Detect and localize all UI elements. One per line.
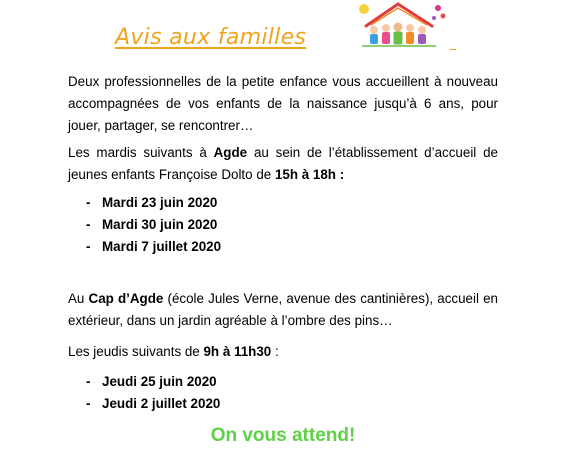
children-house-drawing [352, 0, 448, 48]
tuesday-dates-list [86, 192, 221, 258]
list-item: - Mardi 7 juillet 2020 [86, 239, 222, 254]
title-underline-tail [450, 48, 456, 50]
thursday-intro: Les jeudis suivants de 9h à 11h30 : [68, 344, 279, 359]
agde-place: Agde [213, 145, 248, 160]
agde-hours: 15h à 18h : [274, 167, 345, 182]
list-item: - Mardi 23 juin 2020 [86, 195, 218, 210]
intro-paragraph: Deux professionnelles de la petite enfance vous accueillent à nouveau accompagnées de vos enfants de la naissance jusqu’à 6 ans, pour jouer, partager, se rencontrer… [68, 74, 498, 133]
thursday-dates-list [86, 371, 220, 415]
list-item: - Jeudi 2 juillet 2020 [86, 396, 221, 411]
agde-paragraph: Les mardis suivants à Agde au sein de l’établissement d’accueil de jeunes enfants Françoise Dolto de 15h à 18h : [68, 145, 498, 182]
list-item: - Jeudi 25 juin 2020 [86, 374, 217, 389]
page-title: Avis aux familles [115, 25, 307, 50]
cap-agde-place: Cap d’Agde [88, 291, 164, 306]
thursday-hours: 9h à 11h30 [203, 344, 272, 359]
closing-message: On vous attend! [210, 425, 356, 446]
list-item: - Mardi 30 juin 2020 [86, 217, 218, 232]
cap-agde-paragraph: Au Cap d’Agde (école Jules Verne, avenue des cantinières), accueil en extérieur, dans un jardin agréable à l’ombre des pins… [68, 291, 498, 328]
